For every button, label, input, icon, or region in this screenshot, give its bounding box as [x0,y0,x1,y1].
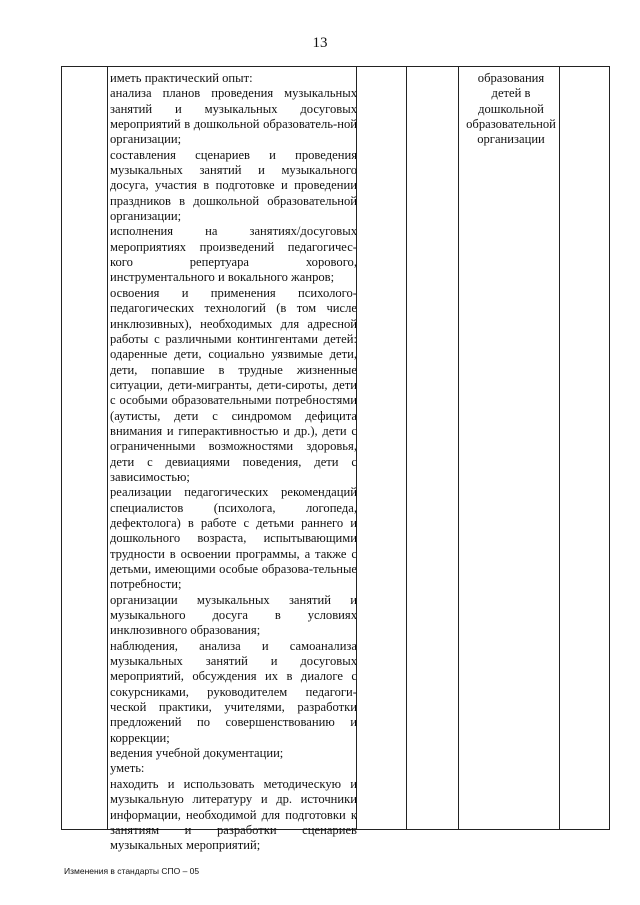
text-paragraph: находить и использовать методическую и музыкальную литературу и др. источники информации, необходимой для подготовки к занятиям и разработки сценариев музыкальных мероприятий; [110,776,357,853]
text-line: дошкольной [478,101,544,116]
text-line: детей в [491,86,531,101]
table-column-divider [406,67,407,829]
text-paragraph: уметь: [110,761,145,776]
table-column-divider [559,67,560,829]
text-paragraph: исполнения на занятиях/досуговых мероприятиях произведений педагогичес-кого репертуара хорового, инструментального и вокального жанров; [110,224,357,285]
text-paragraph: анализа планов проведения музыкальных занятий и музыкальных досуговых мероприятий в дошкольной образователь-ной организации; [110,86,357,147]
text-paragraph: ведения учебной документации; [110,746,284,761]
page-number: 13 [312,35,328,51]
module-name-cell [462,71,560,148]
competency-text-cell [110,71,357,854]
table-column-divider [458,67,459,829]
footer-note: Изменения в стандарты СПО – 05 [64,866,200,876]
text-paragraph: составления сценариев и проведения музыкальных занятий и музыкального досуга, участия в подготовке и проведении праздников в дошкольной образовательной организации; [110,147,357,224]
text-paragraph: наблюдения, анализа и самоанализа музыкальных занятий и досуговых мероприятий, обсуждения их в диалоге с сокурсниками, руководителем педагоги-ческой практики, учителями, разработки предложений по совершенствованию и коррекции; [110,638,357,745]
text-line: образовательной [466,117,556,132]
text-line: организации [477,132,545,147]
text-paragraph: иметь практический опыт: [110,71,253,85]
text-paragraph: организации музыкальных занятий и музыкального досуга в условиях инклюзивного образования; [110,592,357,638]
document-table [61,66,610,853]
text-paragraph: освоения и применения психолого-педагогических технологий (в том числе инклюзивных), необходимых для адресной работы с различными контингентами детей: одаренные дети, социально уязвимые дети, дети, попавшие в трудные жизненные ситуации, дети-мигранты, дети-сироты, дети с особыми образовательными потребностями (аутисты, дети с синдромом дефицита внимания и гиперактивностью и др.), дети с ограниченными возможностями здоровья, дети с девиациями поведения, дети с зависимостью; [110,285,357,484]
text-line: образования [477,71,545,85]
text-paragraph: реализации педагогических рекомендаций специалистов (психолога, логопеда, дефектолога) в работе с детьми раннего и дошкольного возраста, испытывающими трудности в освоении программы, а также с детьми, имеющими особые образова-тельные потребности; [110,485,357,592]
table-column-divider [107,67,108,829]
